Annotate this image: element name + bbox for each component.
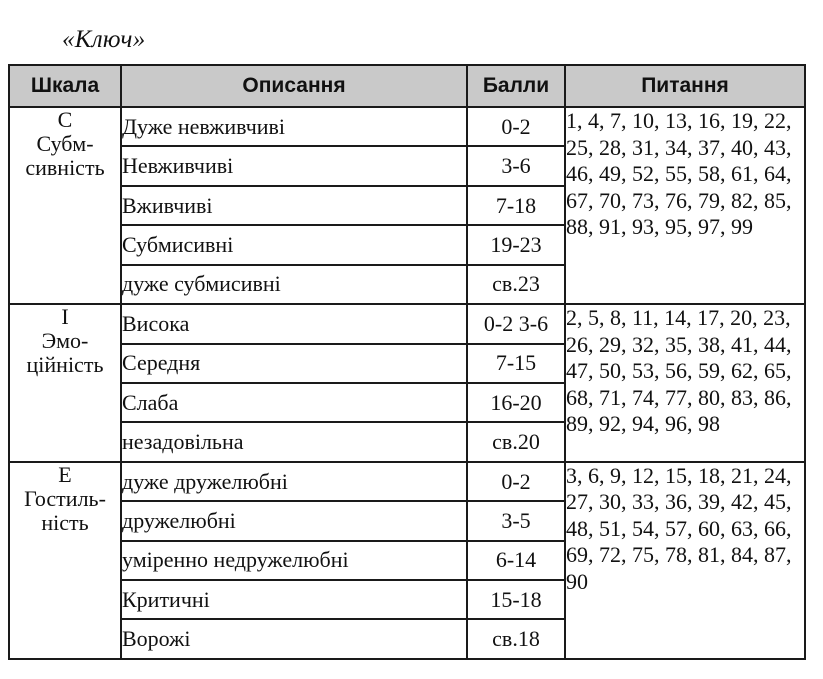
description-cell: Субмисивні <box>121 225 467 264</box>
scale-cell-e <box>9 462 121 659</box>
header-scale: Шкала <box>9 65 121 107</box>
description-cell: Дуже невживчиві <box>121 107 467 146</box>
description-cell: Слаба <box>121 383 467 422</box>
scale-name-line: Эмо- <box>41 328 89 354</box>
description-cell: Висока <box>121 304 467 343</box>
points-cell: св.23 <box>467 265 565 304</box>
questions-cell-i: 2, 5, 8, 11, 14, 17, 20, 23, 26, 29, 32, 35, 38, 41, 44, 47, 50, 53, 56, 59, 62, 65, 68, 71, 74, 77, 80, 83, 86, 89, 92, 94, 96, 98 <box>565 304 805 462</box>
description-cell: Критичні <box>121 580 467 619</box>
header-row <box>9 65 805 107</box>
questions-cell-e: 3, 6, 9, 12, 15, 18, 21, 24, 27, 30, 33, 36, 39, 42, 45, 48, 51, 54, 57, 60, 63, 66, 69, 72, 75, 78, 81, 84, 87, 90 <box>565 462 805 659</box>
scale-name-line: Гостиль- <box>24 485 106 511</box>
description-cell: Вживчиві <box>121 186 467 225</box>
table-row <box>9 462 805 501</box>
points-cell: 6-14 <box>467 541 565 580</box>
description-cell: незадовільна <box>121 422 467 461</box>
points-cell: 7-18 <box>467 186 565 225</box>
points-cell: 15-18 <box>467 580 565 619</box>
header-points: Балли <box>467 65 565 107</box>
scale-letter: E <box>58 461 72 487</box>
description-cell: дружелюбні <box>121 501 467 540</box>
scale-letter: I <box>61 304 69 330</box>
points-cell: 16-20 <box>467 383 565 422</box>
points-cell: св.18 <box>467 619 565 659</box>
description-cell: Невживчиві <box>121 146 467 185</box>
header-questions: Питання <box>565 65 805 107</box>
points-cell: 19-23 <box>467 225 565 264</box>
table-row <box>9 304 805 343</box>
points-cell: 7-15 <box>467 344 565 383</box>
points-cell: 3-5 <box>467 501 565 540</box>
points-cell: 0-2 3-6 <box>467 304 565 343</box>
points-cell: 0-2 <box>467 107 565 146</box>
scale-name-line: Субм- <box>36 131 94 156</box>
description-cell: Ворожі <box>121 619 467 659</box>
points-cell: 3-6 <box>467 146 565 185</box>
scale-cell-c <box>9 107 121 304</box>
scale-name-line: ність <box>41 509 89 535</box>
scale-name-line: сивність <box>25 155 105 180</box>
description-cell: дуже субмисивні <box>121 265 467 304</box>
description-cell: дуже дружелюбні <box>121 462 467 501</box>
scale-name-line: ційність <box>26 352 104 378</box>
description-cell: Середня <box>121 344 467 383</box>
scale-letter: C <box>57 107 73 132</box>
description-cell: уміренно недружелюбні <box>121 541 467 580</box>
points-cell: 0-2 <box>467 462 565 501</box>
points-cell: св.20 <box>467 422 565 461</box>
header-description: Описання <box>121 65 467 107</box>
document-title: «Ключ» <box>62 26 146 53</box>
scale-cell-i <box>9 304 121 462</box>
table-row <box>9 107 805 146</box>
questions-cell-c: 1, 4, 7, 10, 13, 16, 19, 22, 25, 28, 31, 34, 37, 40, 43, 46, 49, 52, 55, 58, 61, 64, 67, 70, 73, 76, 79, 82, 85, 88, 91, 93, 95, 97, 99 <box>565 107 805 304</box>
key-table <box>8 64 806 660</box>
